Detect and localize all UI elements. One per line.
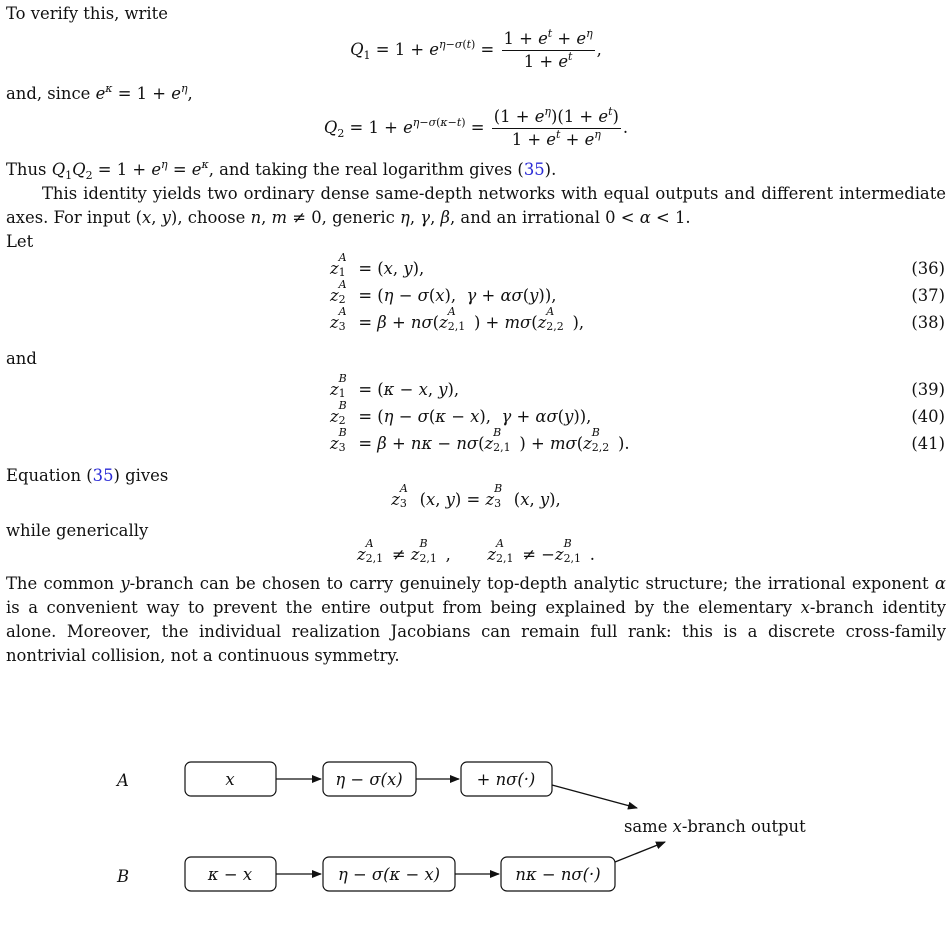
intro-text: To verify this, write: [6, 4, 168, 23]
equation-q2: $Q_2 = 1 + e^{\eta-\sigma(\kappa-t)}$ = $\frac{(1 + e^\eta)(1 + e^t)}{1 + e^t + e^\eta}$ .: [323, 105, 629, 149]
arrow-a-out: [552, 785, 637, 808]
ref-35[interactable]: 35: [523, 160, 545, 179]
eq-number-41: (41): [911, 434, 945, 453]
svg-text:x: x: [225, 770, 235, 789]
a-box-3: [461, 762, 552, 796]
b-box-2: [323, 857, 455, 891]
eq-number-39: (39): [911, 380, 945, 399]
a-box-2: [323, 762, 416, 796]
eq-number-38: (38): [911, 313, 945, 332]
svg-text:+ nσ(·): + nσ(·): [476, 770, 536, 789]
a-box-1: [185, 762, 276, 796]
equation-40: z B 2 = (η − σ(κ − x), γ + ασ(y)),: [330, 398, 592, 427]
svg-text:nκ − nσ(·): nκ − nσ(·): [515, 865, 601, 884]
eq-number-36: (36): [911, 259, 945, 278]
and-text: and: [6, 349, 37, 368]
eq-number-40: (40): [911, 407, 945, 426]
svg-text:η − σ(κ − x): η − σ(κ − x): [337, 865, 441, 884]
arrow-b-out: [615, 842, 665, 862]
ref-35-b[interactable]: 35: [92, 466, 114, 485]
inequality-equation: z A 2,1 ≠ z B 2,1 , z A 2,1 ≠ −z B 2,1 .: [356, 536, 596, 565]
identity-paragraph: This identity yields two ordinary dense same-depth networks with equal outputs and different intermediate axes. For input (x, y), choose n, m ≠ 0, generic η, γ, β, and an irrational 0 < α < 1. Let: [6, 184, 946, 251]
equation-37: z A 2 = (η − σ(x), γ + ασ(y)),: [330, 277, 557, 306]
row-a-label: A: [117, 771, 129, 790]
equation-35-text: Equation (35) gives: [6, 466, 169, 485]
b-box-1: [185, 857, 276, 891]
equation-41: z B 3 = β + nκ − nσ(z B 2,1 ) + mσ(z B 2,2 ).: [330, 425, 630, 454]
equation-36: z A 1 = (x, y),: [330, 250, 425, 279]
generically-text: while generically: [6, 521, 149, 540]
thus-text: Thus $Q_1Q_2 = 1 + e^\eta = e^\kappa$, and taking the real logarithm gives (35).: [6, 158, 557, 182]
equation-38: z A 3 = β + nσ(z A 2,1 ) + mσ(z A 2,2 ),: [330, 304, 585, 333]
closing-paragraph: The common y-branch can be chosen to carry genuinely top-depth analytic structure; the irrational exponent α is a convenient way to prevent the entire output from being explained by the elementary x-branch identity alone. Moreover, the individual realization Jacobians can remain full rank: this is a discrete cross-family nontrivial collision, not a continuous symmetry.: [6, 574, 947, 665]
svg-text:η − σ(x): η − σ(x): [335, 770, 403, 789]
b-box-3: [501, 857, 615, 891]
equal-output-equation: z A 3 (x, y) = z B 3 (x, y),: [391, 481, 561, 510]
equation-q1: $Q_1 = 1 + e^{\eta-\sigma(t)}$ = $\frac{1 + e^t + e^\eta}{1 + e^t}$ ,: [350, 27, 602, 71]
svg-text:κ − x: κ − x: [207, 865, 253, 884]
output-label: same x-branch output: [624, 817, 806, 836]
since-text: and, since $e^\kappa = 1 + e^\eta$,: [6, 82, 193, 103]
eq-number-37: (37): [911, 286, 945, 305]
equation-39: z B 1 = (κ − x, y),: [330, 371, 460, 400]
row-b-label: B: [117, 867, 130, 886]
